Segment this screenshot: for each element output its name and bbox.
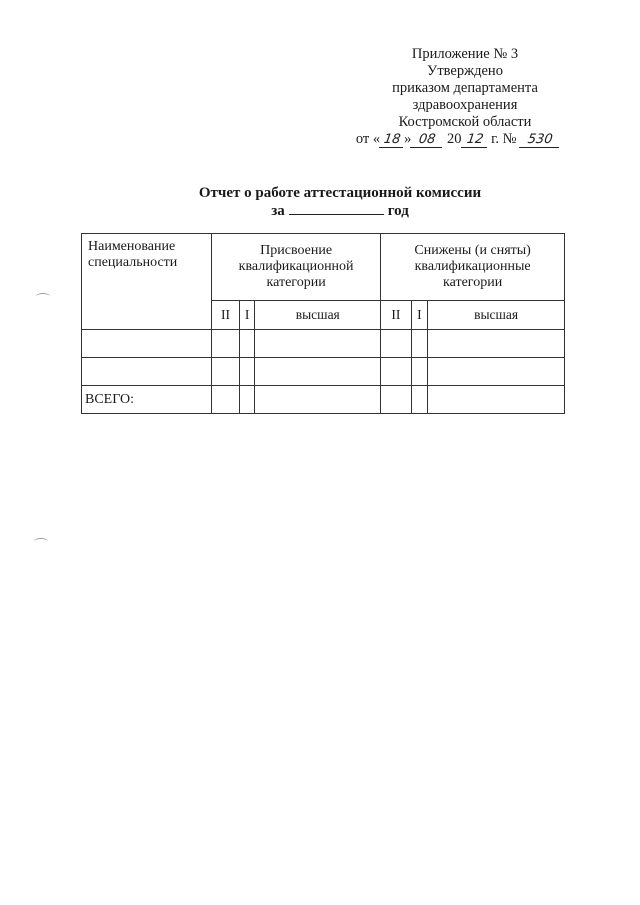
scan-mark (36, 293, 50, 300)
period-year: год (387, 203, 409, 219)
appendix-label: Приложение № 3 (411, 46, 519, 62)
table-cell[interactable] (381, 358, 411, 386)
table-cell[interactable] (411, 358, 428, 386)
subheader-reduced-i: I (411, 301, 428, 330)
total-cell[interactable] (381, 386, 411, 414)
table-cell[interactable] (381, 330, 411, 358)
table-cell[interactable] (428, 358, 565, 386)
table-cell[interactable] (255, 330, 381, 358)
order-number-handwritten: 530 (519, 133, 561, 148)
approved-by-line1: приказом департамента (392, 80, 538, 96)
table-cell[interactable] (212, 358, 240, 386)
table-cell[interactable] (239, 330, 254, 358)
total-label: ВСЕГО: (82, 386, 212, 414)
subheader-assigned-ii: II (212, 301, 240, 330)
table-cell[interactable] (239, 358, 254, 386)
total-cell[interactable] (239, 386, 254, 414)
report-title (150, 184, 530, 220)
total-cell[interactable] (428, 386, 565, 414)
order-year-handwritten: 12 (460, 133, 488, 148)
table-cell[interactable] (82, 330, 212, 358)
subheader-assigned-highest: высшая (255, 301, 381, 330)
table-cell[interactable] (212, 330, 240, 358)
header-row (82, 234, 565, 301)
order-mid: » (404, 131, 412, 147)
subheader-reduced-ii: II (381, 301, 411, 330)
order-number-prefix: г. № (491, 131, 517, 147)
total-cell[interactable] (255, 386, 381, 414)
table-row (82, 330, 565, 358)
approved-by-line3: Костромской области (398, 114, 532, 130)
approved-by-line2: здравоохранения (412, 97, 518, 113)
table-cell[interactable] (428, 330, 565, 358)
approval-block (340, 46, 590, 148)
period-za: за (271, 203, 285, 219)
order-month-handwritten: 08 (410, 133, 444, 148)
period-blank-field[interactable] (289, 202, 384, 215)
table-cell[interactable] (255, 358, 381, 386)
table-row (82, 358, 565, 386)
order-prefix: от « (355, 131, 381, 147)
subheader-reduced-highest: высшая (428, 301, 565, 330)
header-assigned: Присвоение квалификационной категории (212, 234, 381, 301)
approved-label: Утверждено (427, 63, 503, 79)
scan-mark (34, 538, 48, 545)
subheader-assigned-i: I (239, 301, 254, 330)
header-reduced: Снижены (и сняты) квалификационные категории (381, 234, 565, 301)
total-cell[interactable] (411, 386, 428, 414)
table-cell[interactable] (82, 358, 212, 386)
order-day-handwritten: 18 (379, 133, 405, 148)
report-period (150, 202, 530, 220)
order-year-prefix: 20 (447, 131, 462, 147)
report-table (81, 233, 565, 414)
table-cell[interactable] (411, 330, 428, 358)
order-reference (326, 131, 590, 148)
total-cell[interactable] (212, 386, 240, 414)
total-row (82, 386, 565, 414)
report-title-main: Отчет о работе аттестационной комиссии (198, 185, 482, 201)
header-specialty: Наименование специальности (82, 234, 212, 330)
